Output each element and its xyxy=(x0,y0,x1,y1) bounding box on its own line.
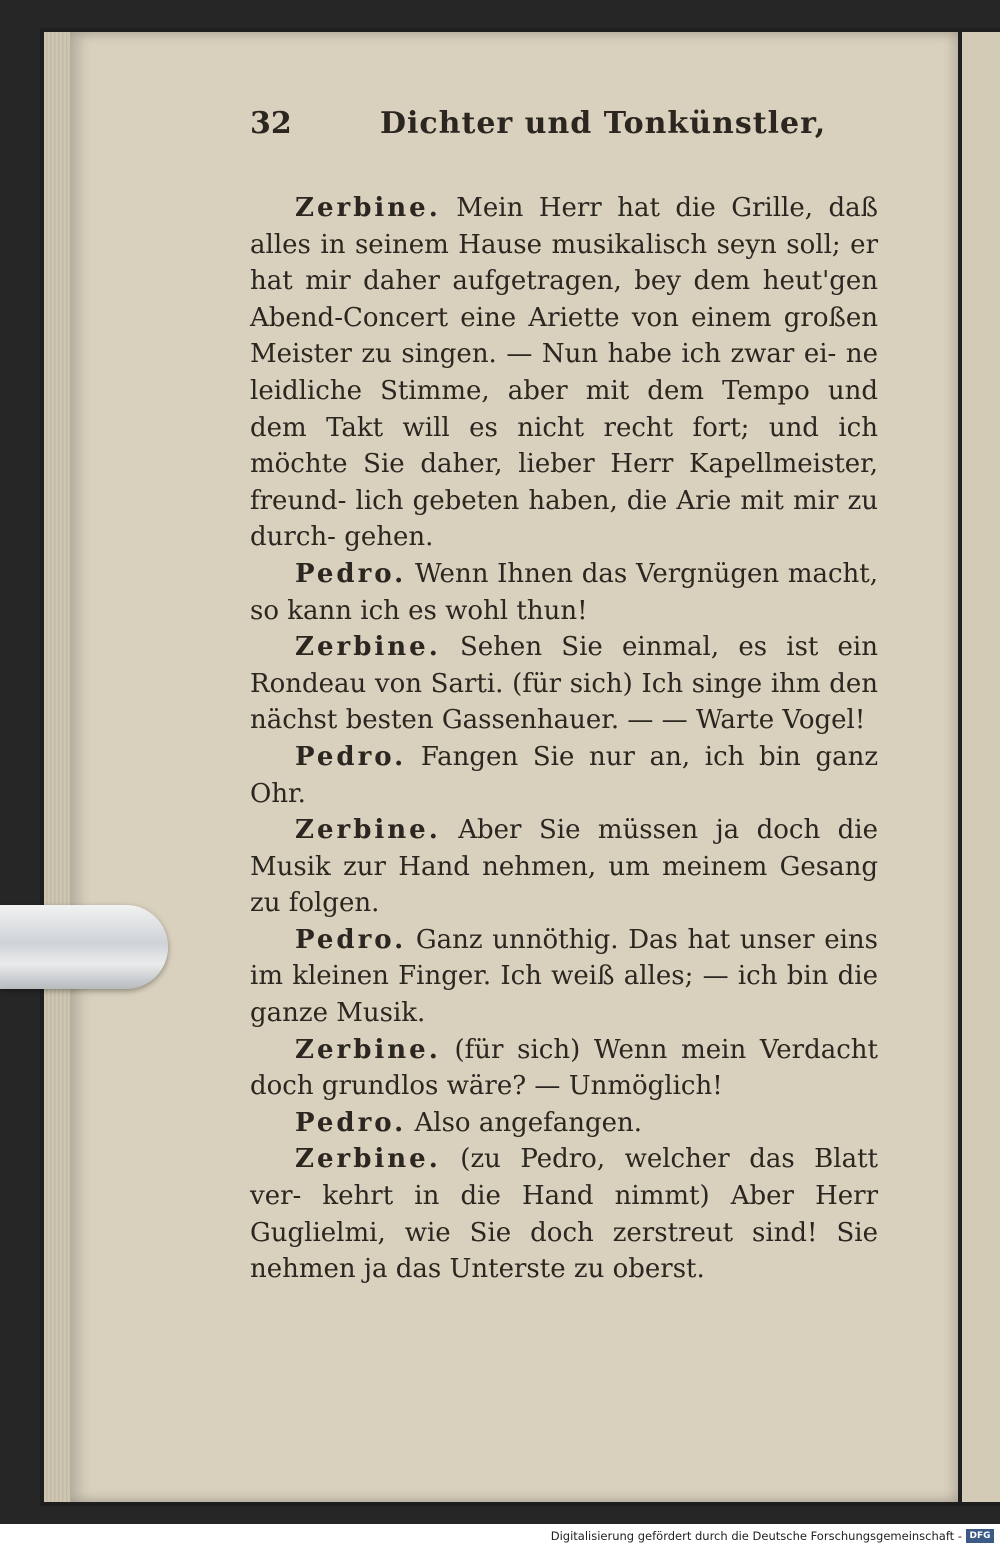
text-line: wie Sie doch zerstreut sind! Sie nehmen ja das xyxy=(250,1217,878,1285)
text-line: Unterste zu oberst. xyxy=(449,1254,705,1285)
speaker-name: Pedro. xyxy=(295,1107,407,1138)
text-line: macht, so kann ich es wohl thun! xyxy=(250,558,879,626)
speaker-name: Zerbine. xyxy=(295,193,441,223)
page-clip xyxy=(0,905,168,989)
speaker-name: Zerbine. xyxy=(295,815,441,846)
text-line: dem Takt will es nicht recht fort; und ich möchte xyxy=(250,412,878,480)
text-line: (für sich) Wenn mein Verdacht xyxy=(454,1034,879,1065)
text-line: ne leidliche Stimme, aber mit dem Tempo und xyxy=(250,339,879,406)
speaker-name: Zerbine. xyxy=(295,1034,441,1065)
text-line: Aber Sie müssen ja doch die xyxy=(458,815,879,846)
dialogue-paragraph xyxy=(250,1105,878,1142)
text-line: den nächst besten Gassenhauer. — — xyxy=(250,668,879,736)
text-line: doch grundlos wäre? — Unmöglich! xyxy=(250,1071,723,1102)
text-line: (zu Pedro, welcher das Blatt ver- xyxy=(250,1144,879,1212)
text-line: kehrt in die Hand nimmt) Aber Herr Guglielmi, xyxy=(250,1181,879,1248)
text-line: Fangen Sie nur an, ich bin xyxy=(420,741,801,772)
text-line: ganz Ohr. xyxy=(250,741,879,809)
speaker-name: Zerbine. xyxy=(295,632,441,663)
page-header-title: Dichter und Tonkünstler, xyxy=(380,106,827,141)
speaker-name: Zerbine. xyxy=(295,1144,441,1175)
text-line: Ganz unnöthig. Das hat unser xyxy=(415,924,815,955)
dialogue-paragraph xyxy=(250,190,878,556)
text-line: gehen. xyxy=(344,522,434,553)
dialogue-paragraph xyxy=(250,812,878,922)
running-head xyxy=(250,106,850,152)
text-line: Mein Herr hat die Grille, daß xyxy=(456,193,878,223)
footer-bar xyxy=(0,1524,1000,1548)
text-line: Musik zur Hand nehmen, um meinem Gesang xyxy=(250,851,878,882)
text-line: hat mir daher aufgetragen, bey dem heut'gen xyxy=(250,266,878,297)
text-line: Wenn Ihnen das Vergnügen xyxy=(414,558,780,589)
page-body xyxy=(250,190,878,1288)
text-line: Warte Vogel! xyxy=(695,705,866,736)
dialogue-paragraph xyxy=(250,629,878,739)
dialogue-paragraph xyxy=(250,922,878,1032)
text-line: Rondeau von Sarti. (für sich) Ich singe ihm xyxy=(250,668,821,699)
dialogue-paragraph xyxy=(250,739,878,812)
text-line: Also angefangen. xyxy=(414,1107,643,1138)
text-line: Abend-Concert eine Ariette von einem großen xyxy=(250,302,878,333)
funding-credit: Digitalisierung gefördert durch die Deutsche Forschungsgemeinschaft - xyxy=(550,1529,962,1543)
speaker-name: Pedro. xyxy=(295,558,407,589)
text-line: alles in seinem Hause musikalisch seyn soll; er xyxy=(250,229,878,260)
dialogue-paragraph xyxy=(250,556,878,629)
dfg-logo: DFG xyxy=(966,1529,994,1543)
dialogue-paragraph xyxy=(250,1032,878,1105)
dialogue-paragraph xyxy=(250,1141,878,1287)
text-line: Meister zu singen. — Nun habe ich zwar ei- xyxy=(250,339,837,370)
text-line: zu folgen. xyxy=(250,888,380,919)
text-line: eins im kleinen Finger. Ich weiß alles; — xyxy=(250,924,878,992)
text-line: ich bin die ganze Musik. xyxy=(250,961,879,1029)
speaker-name: Pedro. xyxy=(295,924,407,955)
page-number: 32 xyxy=(250,106,292,141)
text-line: Sie daher, lieber Herr Kapellmeister, freund- xyxy=(250,449,878,516)
text-line: lich gebeten haben, die Arie mit mir zu durch- xyxy=(250,485,879,553)
facing-page-edge xyxy=(962,32,1000,1502)
text-line: Sehen Sie einmal, es ist ein xyxy=(459,632,878,663)
speaker-name: Pedro. xyxy=(295,741,407,772)
